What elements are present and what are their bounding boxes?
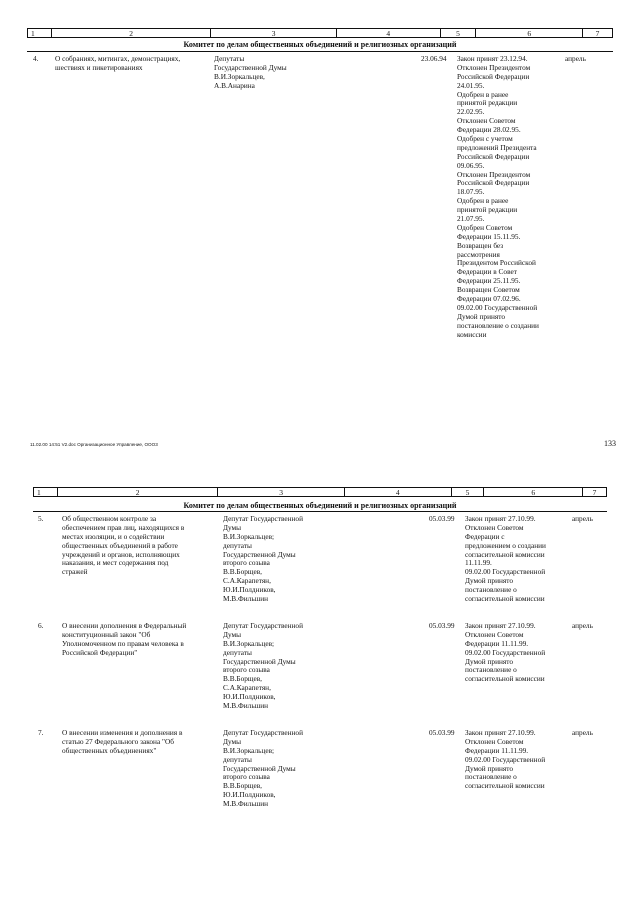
bill-date: 05.03.99 xyxy=(429,728,455,737)
bill-date: 05.03.99 xyxy=(429,514,455,523)
header-col-1: 1 xyxy=(28,29,52,37)
bill-status: Закон принят 27.10.99. Отклонен Советом Федерации с предложением о создании согласительной комиссии 11.11.99. 09.02.00 Государственной Думой принято постановление о согласительной комиссии xyxy=(465,514,546,604)
committee-underline xyxy=(33,511,607,512)
header-col-1: 1 xyxy=(34,488,58,496)
bill-authors: Депутаты Государственной Думы В.И.Зоркальцев, А.В.Анарина xyxy=(214,54,287,90)
document-footer: 11.02.00 14:51 V2.doc Организационное Управление, ООО3 xyxy=(30,442,158,447)
bill-date: 05.03.99 xyxy=(429,621,455,630)
committee-heading: Комитет по делам общественных объединений и религиозных организаций xyxy=(183,501,457,510)
bill-date: 23.06.94 xyxy=(421,54,447,63)
bill-authors: Депутат Государственной Думы В.И.Зоркальцев; депутаты Государственной Думы второго созыва В.В.Борщев, С.А.Карапетян, Ю.И.Полдников, М.В.Фильшин xyxy=(223,514,303,604)
row-number: 7. xyxy=(38,728,44,737)
row-number: 5. xyxy=(38,514,44,523)
bill-month: апрель xyxy=(565,54,586,63)
row-number: 6. xyxy=(38,621,44,630)
bill-authors: Депутат Государственной Думы В.И.Зоркальцев; депутаты Государственной Думы второго созыва В.В.Борщев, С.А.Карапетян, Ю.И.Полдников, М.В.Фильшин xyxy=(223,621,303,711)
committee-heading: Комитет по делам общественных объединений и религиозных организаций xyxy=(183,40,457,49)
header-col-6: 6 xyxy=(476,29,583,37)
header-col-3: 3 xyxy=(211,29,337,37)
page-number: 133 xyxy=(604,439,616,448)
bill-authors: Депутат Государственной Думы В.И.Зоркальцев; депутаты Государственной Думы второго созыва В.В.Борщев, Ю.И.Полдников, М.В.Фильшин xyxy=(223,728,303,809)
bill-title: О внесении дополнения в Федеральный конституционный закон "Об Уполномоченном по правам человека в Российской Федерации" xyxy=(62,621,187,657)
header-col-7: 7 xyxy=(592,488,597,497)
header-col-4: 4 xyxy=(337,29,441,37)
bill-status: Закон принят 23.12.94. Отклонен Президентом Российской Федерации 24.01.95. Одобрен в ранее принятой редакции 22.02.95. Отклонен Советом Федерации 28.02.95. Одобрен с учетом предложений Президента Российской Федерации 09.06.95. Отклонен Президентом Российской Федерации 18.07.95. Одобрен в ранее принятой редакции 21.07.95. Одобрен Советом Федерации 15.11.95. Возвращен без рассмотрения Президентом Российской Федерации в Совет Федерации 25.11.95. Возвращен Советом Федерации 07.02.96. 09.02.00 Государственной Думой принято постановление о создании комиссии xyxy=(457,54,539,339)
table-header-row xyxy=(33,487,607,497)
bill-title: О собраниях, митингах, демонстрациях, шествиях и пикетированиях xyxy=(55,54,181,72)
bill-month: апрель xyxy=(572,514,593,523)
row-number: 4. xyxy=(33,54,39,63)
table-header-row xyxy=(27,28,613,38)
bill-month: апрель xyxy=(572,621,593,630)
header-col-2: 2 xyxy=(52,29,211,37)
bill-title: О внесении изменения и дополнения в статью 27 Федерального закона "Об общественных объединениях" xyxy=(62,728,183,755)
header-col-3: 3 xyxy=(218,488,345,496)
header-col-2: 2 xyxy=(58,488,218,496)
bill-title: Об общественном контроле за обеспечением прав лиц, находящихся в местах изоляции, и о содействии общественных объединений в работе учреждений и органов, исполняющих наказания, и мест содержания под стражей xyxy=(62,514,185,577)
header-col-7: 7 xyxy=(595,29,600,38)
header-col-5: 5 xyxy=(452,488,485,496)
bill-status: Закон принят 27.10.99. Отклонен Советом Федерации 11.11.99. 09.02.00 Государственной Думой принято постановление о согласительной комиссии xyxy=(465,621,546,684)
header-col-4: 4 xyxy=(345,488,452,496)
header-col-5: 5 xyxy=(441,29,477,37)
bill-status: Закон принят 27.10.99. Отклонен Советом Федерации 11.11.99. 09.02.00 Государственной Думой принято постановление о согласительной комиссии xyxy=(465,728,546,791)
header-col-6: 6 xyxy=(484,488,583,496)
committee-underline xyxy=(27,51,613,52)
bill-month: апрель xyxy=(572,728,593,737)
